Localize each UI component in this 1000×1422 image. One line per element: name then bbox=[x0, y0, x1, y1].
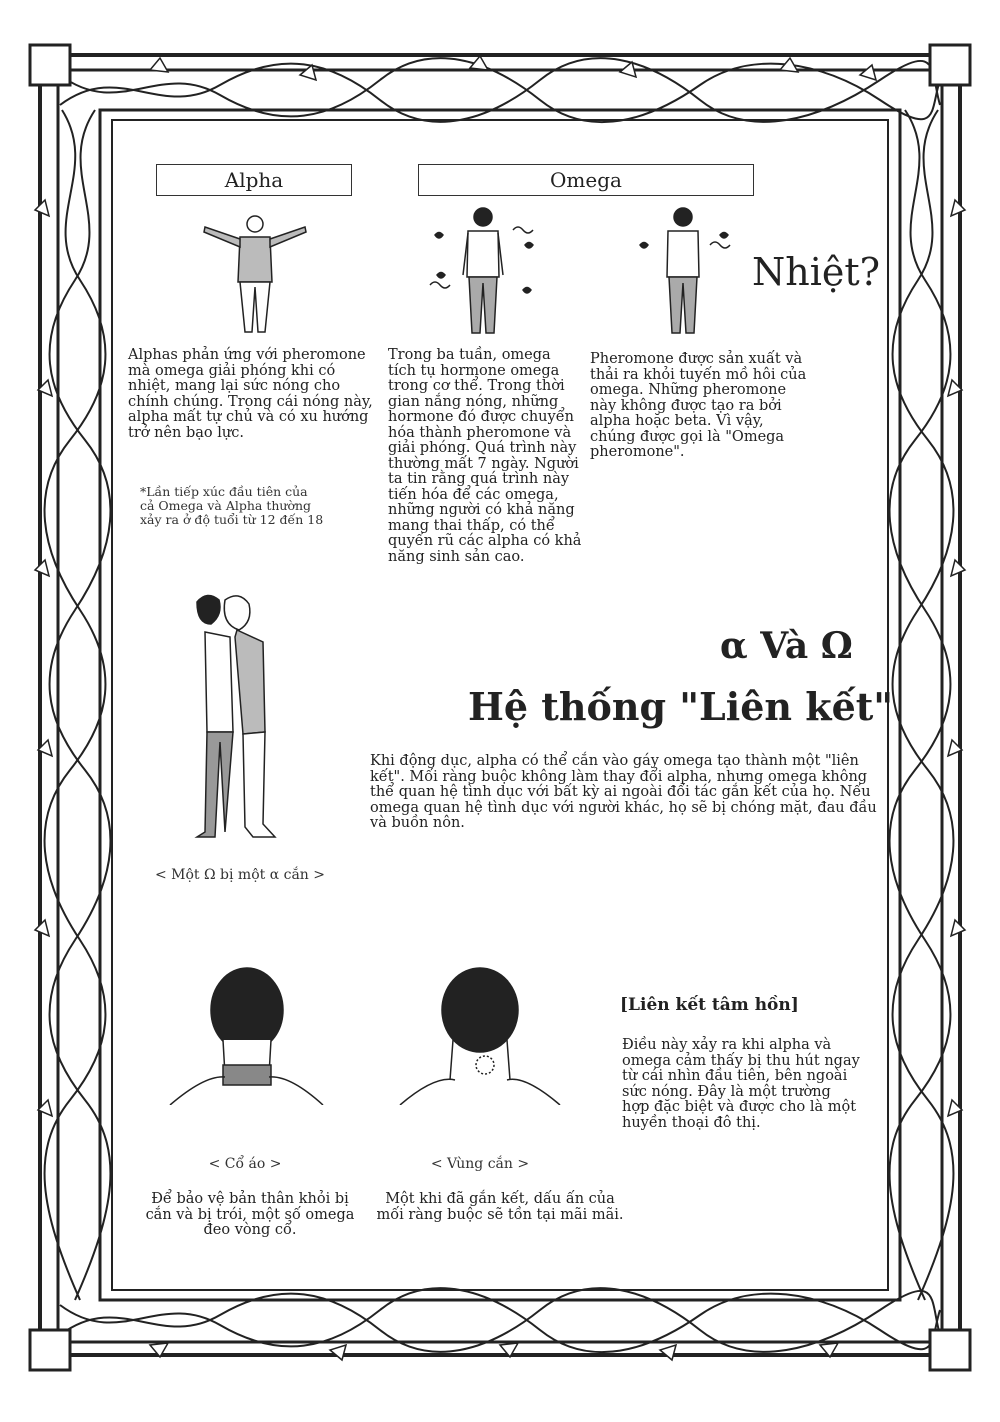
bite-caption: < Một Ω bị một α cắn > bbox=[154, 867, 326, 883]
collar-caption: < Cổ áo > bbox=[208, 1156, 282, 1172]
bite-area-text: Một khi đã gắn kết, dấu ấn của mối ràng buộc sẽ tồn tại mãi mãi. bbox=[376, 1191, 624, 1223]
alpha-age-note: *Lần tiếp xúc đầu tiên của cả Omega và Alpha thường xảy ra ở độ tuổi từ 12 đến 18 bbox=[140, 484, 324, 527]
alpha-label-box: Alpha bbox=[156, 164, 352, 196]
bite-area-neck-figure bbox=[395, 965, 565, 1105]
omega-heat-text: Trong ba tuần, omega tích tụ hormone omega trong cơ thể. Trong thời gian nắng nóng, những hormone đó được chuyển hóa thành pheromone và giải phóng. Quá trình này thường mất 7 ngày. Người ta tin rằng quá trình này tiến hóa để các omega, những người có khả năng mang thai thấp, có thể quyến rũ các alpha có khả năng sinh sản cao. bbox=[388, 347, 582, 565]
soul-bond-title: [Liên kết tâm hồn] bbox=[620, 995, 799, 1015]
heat-title: Nhiệt? bbox=[752, 250, 881, 294]
bond-text: Khi động dục, alpha có thể cắn vào gáy omega tạo thành một "liên kết". Mối ràng buộc không làm thay đổi alpha, nhưng omega không thể quan hệ tình dục với bất kỳ ai ngoài đối tác gắn kết của họ. Nếu omega quan hệ tình dục với người khác, họ sẽ bị chóng mặt, đau đầu và buồn nôn. bbox=[370, 753, 877, 831]
omega-figure-with-pheromones bbox=[425, 205, 545, 340]
omega-figure-standing bbox=[635, 205, 735, 340]
pheromone-text: Pheromone được sản xuất và thải ra khỏi tuyến mồ hôi của omega. Những pheromone này không được tạo ra bởi alpha hoặc beta. Vì vậy, chúng được gọi là "Omega pheromone". bbox=[590, 351, 807, 460]
omega-label-box: Omega bbox=[418, 164, 754, 196]
alpha-figure-arms-out bbox=[200, 212, 310, 342]
collar-neck-figure bbox=[165, 965, 325, 1105]
collar-text: Để bảo vệ bản thân khỏi bị cắn và bị trói, một số omega đeo vòng cổ. bbox=[145, 1191, 355, 1238]
bite-area-caption: < Vùng cắn > bbox=[430, 1156, 530, 1172]
soul-bond-text: Điều này xảy ra khi alpha và omega cảm thấy bị thu hút ngay từ cái nhìn đầu tiên, bên ngoài sức nóng. Đây là một trường hợp đặc biệt và được cho là một huyền thoại đô thị. bbox=[622, 1037, 860, 1131]
bite-couple-figure bbox=[185, 592, 295, 847]
alpha-heat-text: Alphas phản ứng với pheromone mà omega giải phóng khi có nhiệt, mang lại sức nóng cho chính chúng. Trong cái nóng này, alpha mất tự chủ và có xu hướng trở nên bạo lực. bbox=[128, 347, 373, 441]
bond-title: Hệ thống "Liên kết" bbox=[468, 684, 894, 729]
bond-title-symbols: α Và Ω bbox=[720, 625, 853, 667]
